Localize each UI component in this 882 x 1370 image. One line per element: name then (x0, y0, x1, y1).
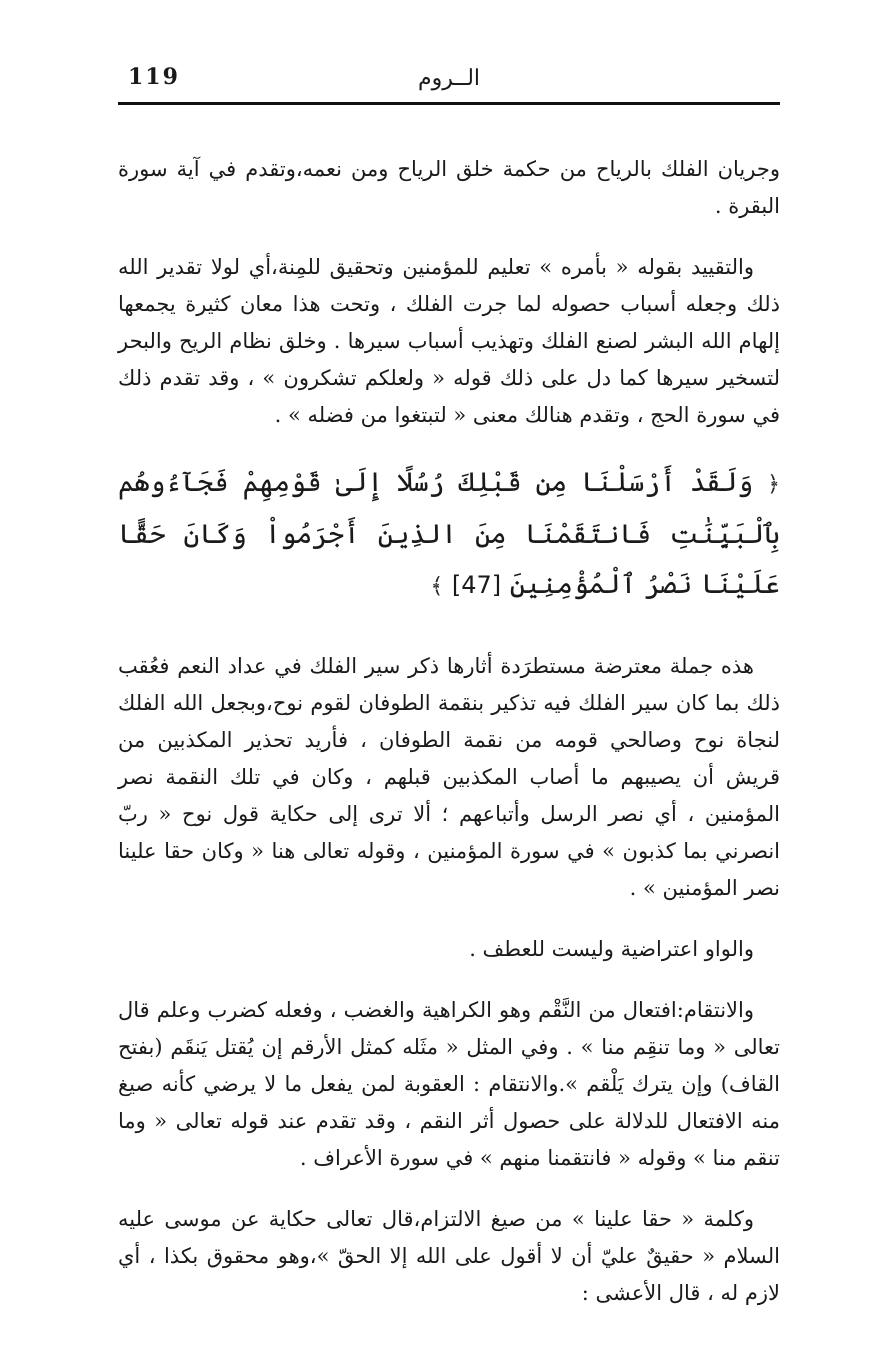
book-page (118, 58, 780, 1308)
quran-verse (118, 458, 780, 612)
paragraph-ships-winds: وجريان الفلك بالرياح من حكمة خلق الرياح ومن نعمه،وتقدم في آية سورة البقرة . (118, 157, 780, 218)
paragraph-waw-note: والواو اعتراضية وليست للعطف . (469, 937, 754, 961)
verse-close-ornament: ﴾ (430, 574, 444, 599)
verse-number: [47] (451, 571, 502, 599)
verse-open-ornament: ﴿ (767, 472, 780, 497)
paragraph-haqqan-alayna: وكلمة « حقا علينا » من صيغ الالتزام،قال تعالى حكاية عن موسى عليه السلام « حقيقٌ عليّ أن لا أقول على الله إلا الحقّ »،وهو محقوق بكذا ، أي لازم له ، قال الأعشى : (118, 1207, 780, 1305)
page-body (118, 151, 780, 1312)
page-header (118, 58, 780, 102)
paragraph-intiqam: والانتقام:افتعال من النَّقْم وهو الكراهية والغضب ، وفعله كضرب وعلم قال تعالى « وما تنقِم منا » . وفي المثل « مثَله كمثل الأرقم إن يُقتل يَنقَم (بفتح القاف) وإن يترك يَلْقم ».والانتقام : العقوبة لمن يفعل ما لا يرضي كأنه صيغ منه الافتعال للدلالة على حصول أثر النقم ، وقد تقدم عند قوله تعالى « وما تنقم منا » وقوله « فانتقمنا منهم » في سورة الأعراف . (118, 998, 780, 1170)
page-number: 119 (128, 64, 180, 90)
verse-text: وَلَقَدْ أَرْسَلْنَا مِن قَبْلِكَ رُسُلًا إِلَىٰ قَوْمِهِمْ فَجَآءُوهُم بِٱلْبَيِّنَٰتِ فَانتَقَمْنَا مِنَ الذِينَ أَجْرَمُواْ وَكَانَ حَقًّا عَلَيْنَا نَصْرُ ٱلْمُؤْمِنِينَ (118, 467, 780, 600)
surah-title: الــروم (417, 66, 481, 91)
paragraph-by-his-command: والتقييد بقوله « بأمره » تعليم للمؤمنين وتحقيق للمِنة،أي لولا تقدير الله ذلك وجعله أسباب حصوله لما جرت الفلك ، وتحت هذا معان كثيرة يجمعها إلهام الله البشر لصنع الفلك وتهذيب أسباب سيرها . وخلق نظام الريح والبحر لتسخير سيرها كما دل على ذلك قوله « ولعلكم تشكرون » ، وقد تقدم ذلك في سورة الحج ، وتقدم هنالك معنى « لتبتغوا من فضله » . (118, 255, 780, 427)
header-divider (118, 102, 780, 105)
paragraph-parenthetical-sentence: هذه جملة معترضة مستطرَدة أثارها ذكر سير الفلك في عداد النعم فعُقب ذلك بما كان سير الفلك فيه تذكير بنقمة الطوفان لقوم نوح،وبجعل الله الفلك لنجاة نوح وصالحي قومه من نقمة الطوفان ، فأريد تحذير المكذبين من قريش أن يصيبهم ما أصاب المكذبين قبلهم ، وكان في تلك النقمة نصر المؤمنين ، أي نصر الرسل وأتباعهم ؛ ألا ترى إلى حكاية قول نوح « ربّ انصرني بما كذبون » في سورة المؤمنين ، وقوله تعالى هنا « وكان حقا علينا نصر المؤمنين » . (118, 654, 780, 900)
